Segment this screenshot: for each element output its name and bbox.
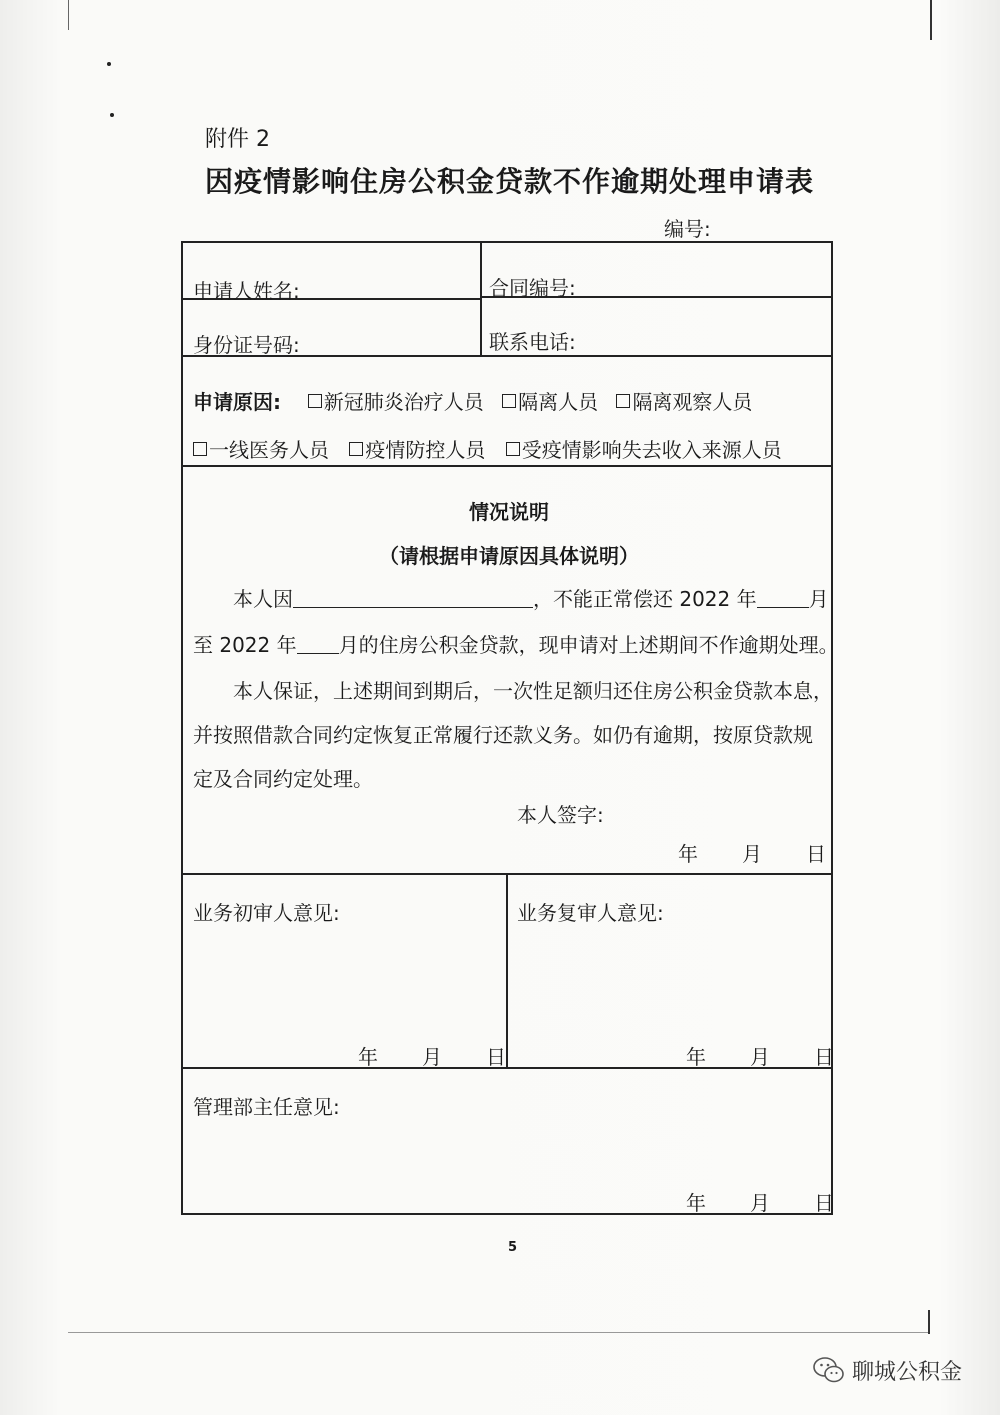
- director-opinion-label: 管理部主任意见:: [193, 1095, 340, 1119]
- checkbox-icon[interactable]: [506, 442, 520, 456]
- explanation-line-4: 并按照借款合同约定恢复正常履行还款义务。如仍有逾期，按原贷款规: [193, 723, 813, 747]
- watermark: [812, 1352, 962, 1388]
- explanation-subtitle: （请根据申请原因具体说明）: [379, 544, 639, 568]
- second-review-date: 年 月 日: [686, 1045, 834, 1069]
- end-month-blank[interactable]: [297, 635, 339, 654]
- checkbox-icon[interactable]: [308, 394, 322, 408]
- reason-option[interactable]: 隔离观察人员: [616, 386, 752, 415]
- reason-row-1: [193, 386, 764, 415]
- checkbox-icon[interactable]: [193, 442, 207, 456]
- checkbox-icon[interactable]: [502, 394, 516, 408]
- start-month-blank[interactable]: [757, 589, 809, 608]
- explanation-line-1: 本人因 ，不能正常偿还 2022 年 月: [233, 587, 829, 611]
- page-edge: [68, 0, 69, 30]
- explanation-title: 情况说明: [469, 500, 549, 524]
- signature-label: 本人签字:: [517, 803, 604, 827]
- reason-blank[interactable]: [293, 589, 533, 608]
- explanation-line-5: 定及合同约定处理。: [193, 767, 373, 791]
- attachment-label: 附件 2: [205, 127, 270, 152]
- reason-option[interactable]: 隔离人员: [502, 386, 598, 415]
- page-edge: [68, 1332, 930, 1333]
- application-form: [181, 241, 839, 1215]
- initial-review-date: 年 月 日: [358, 1045, 506, 1069]
- form-title: 因疫情影响住房公积金贷款不作逾期处理申请表: [205, 165, 815, 198]
- page-edge: [930, 0, 932, 40]
- watermark-text: 聊城公积金: [852, 1359, 963, 1385]
- checkbox-icon[interactable]: [616, 394, 630, 408]
- second-review-label: 业务复审人意见:: [517, 901, 664, 925]
- column-divider: [480, 243, 482, 355]
- checkbox-icon[interactable]: [349, 442, 363, 456]
- row-divider: [183, 873, 833, 875]
- page-edge: [928, 1310, 930, 1334]
- explanation-line-2: 至 2022 年 月的住房公积金贷款，现申请对上述期间不作逾期处理。: [193, 633, 839, 657]
- reason-option[interactable]: 一线医务人员: [193, 434, 329, 463]
- row-divider: [183, 465, 833, 467]
- applicant-date: 年 月 日: [678, 842, 826, 866]
- column-divider: [506, 873, 508, 1067]
- reason-option[interactable]: 疫情防控人员: [349, 434, 485, 463]
- director-date: 年 月 日: [686, 1191, 834, 1215]
- phone-label: 联系电话:: [489, 330, 576, 354]
- id-number-label: 身份证号码:: [193, 333, 300, 357]
- applicant-name-label: 申请人姓名:: [193, 279, 300, 303]
- reason-option[interactable]: 新冠肺炎治疗人员: [308, 386, 484, 415]
- explanation-line-3: 本人保证，上述期间到期后，一次性足额归还住房公积金贷款本息，: [233, 679, 833, 703]
- reason-label: 申请原因:: [193, 390, 281, 414]
- serial-number-label: 编号:: [664, 217, 711, 241]
- page-number: 5: [508, 1240, 518, 1255]
- scan-speck: [107, 62, 111, 66]
- initial-review-label: 业务初审人意见:: [193, 901, 340, 925]
- scan-speck: [110, 113, 114, 117]
- wechat-icon: [812, 1355, 846, 1385]
- contract-number-label: 合同编号:: [489, 276, 576, 300]
- reason-row-2: [193, 434, 796, 463]
- reason-option[interactable]: 受疫情影响失去收入来源人员: [506, 434, 782, 463]
